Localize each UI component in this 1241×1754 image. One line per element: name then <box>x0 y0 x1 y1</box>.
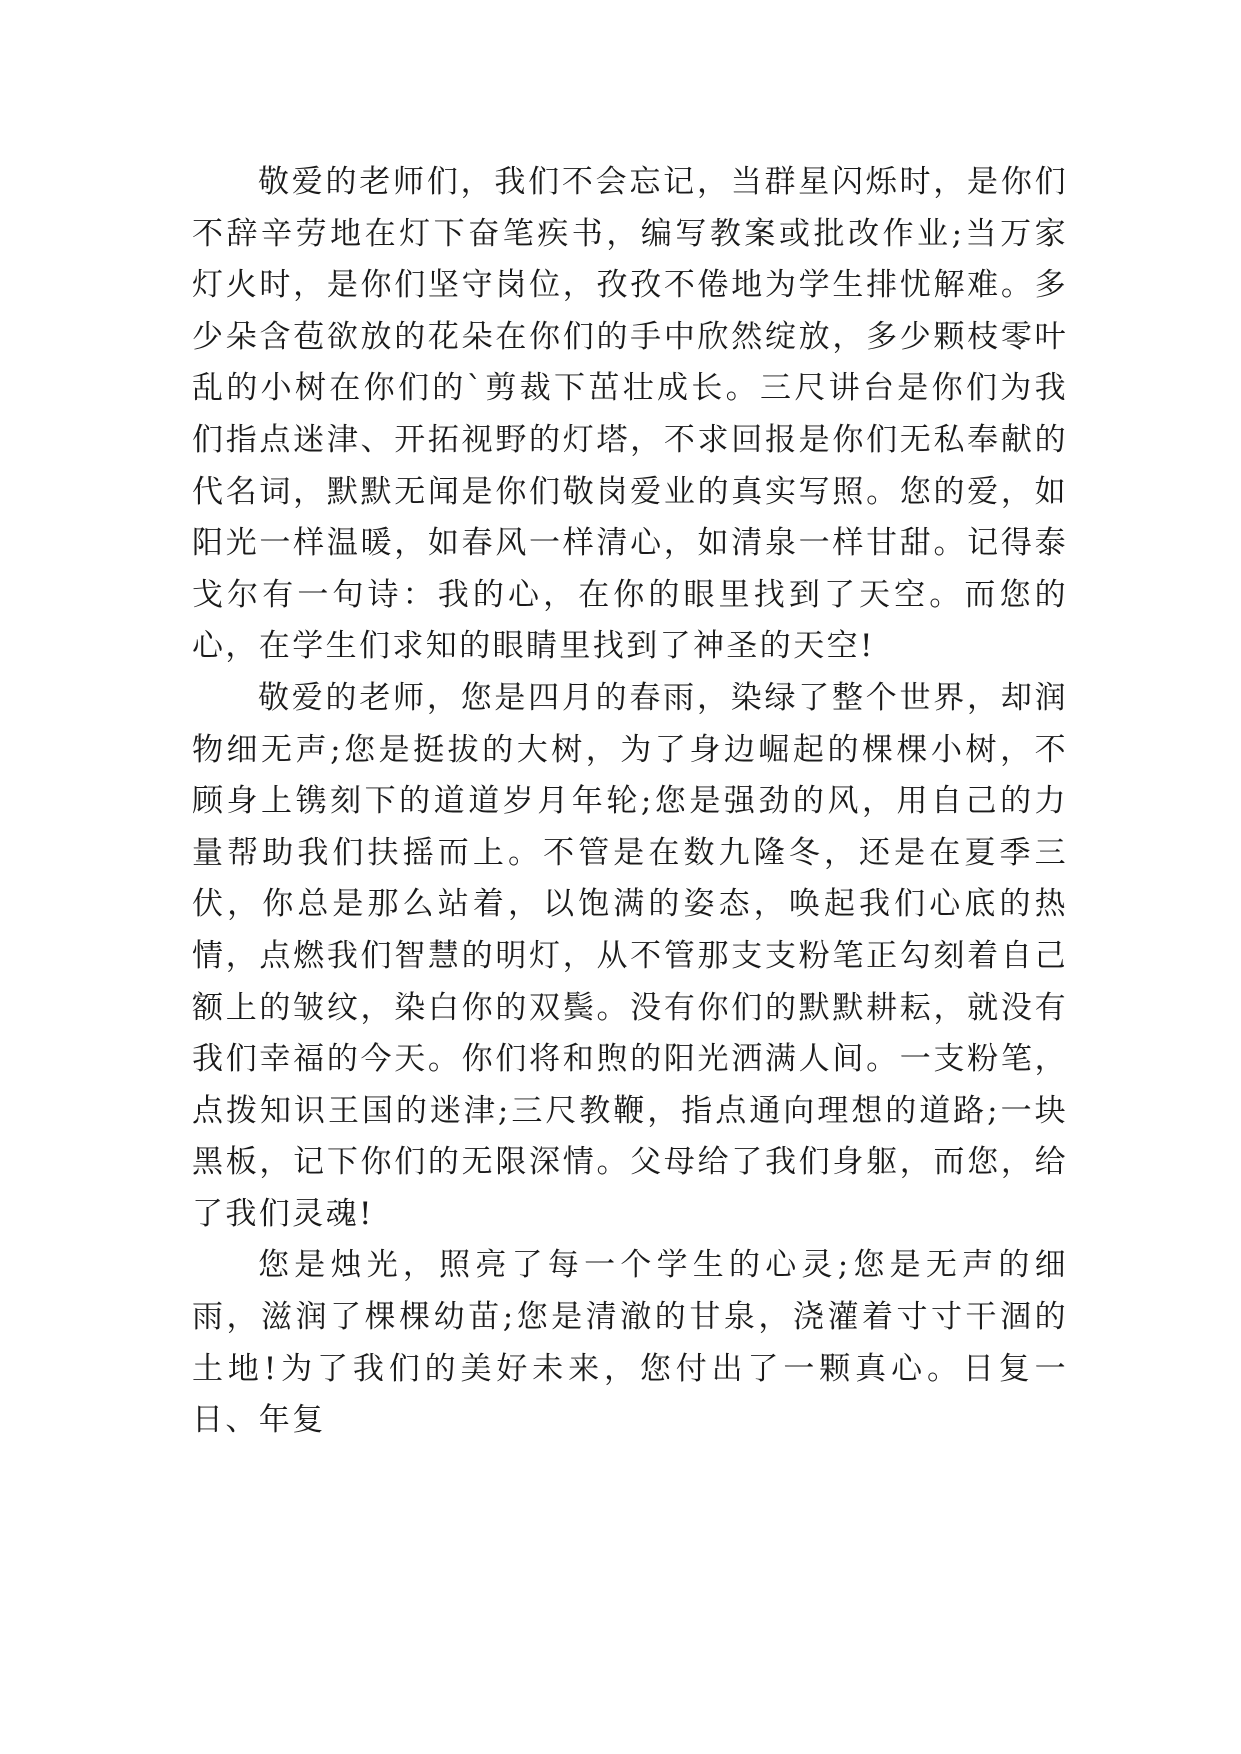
paragraph-1: 敬爱的老师们，我们不会忘记，当群星闪烁时，是你们不辞辛劳地在灯下奋笔疾书，编写教案或批改作业;当万家灯火时，是你们坚守岗位，孜孜不倦地为学生排忧解难。多少朵含苞欲放的花朵在你们的手中欣然绽放，多少颗枝零叶乱的小树在你们的`剪裁下茁壮成长。三尺讲台是你们为我们指点迷津、开拓视野的灯塔，不求回报是你们无私奉献的代名词，默默无闻是你们敬岗爱业的真实写照。您的爱，如阳光一样温暖，如春风一样清心，如清泉一样甘甜。记得泰戈尔有一句诗：我的心，在你的眼里找到了天空。而您的心，在学生们求知的眼睛里找到了神圣的天空! <box>192 164 1068 665</box>
paragraph-2: 敬爱的老师，您是四月的春雨，染绿了整个世界，却润物细无声;您是挺拔的大树，为了身边崛起的棵棵小树，不顾身上镌刻下的道道岁月年轮;您是强劲的风，用自己的力量帮助我们扶摇而上。不管是在数九隆冬，还是在夏季三伏，你总是那么站着，以饱满的姿态，唤起我们心底的热情，点燃我们智慧的明灯，从不管那支支粉笔正勾刻着自己额上的皱纹，染白你的双鬓。没有你们的默默耕耘，就没有我们幸福的今天。你们将和煦的阳光洒满人间。一支粉笔，点拨知识王国的迷津;三尺教鞭，指点通向理想的道路;一块黑板，记下你们的无限深情。父母给了我们身躯，而您，给了我们灵魂! <box>192 679 1068 1232</box>
document-body <box>192 157 1068 1447</box>
paragraph-3: 您是烛光，照亮了每一个学生的心灵;您是无声的细雨，滋润了棵棵幼苗;您是清澈的甘泉，浇灌着寸寸干涸的土地!为了我们的美好未来，您付出了一颗真心。日复一日、年复 <box>192 1247 1068 1439</box>
